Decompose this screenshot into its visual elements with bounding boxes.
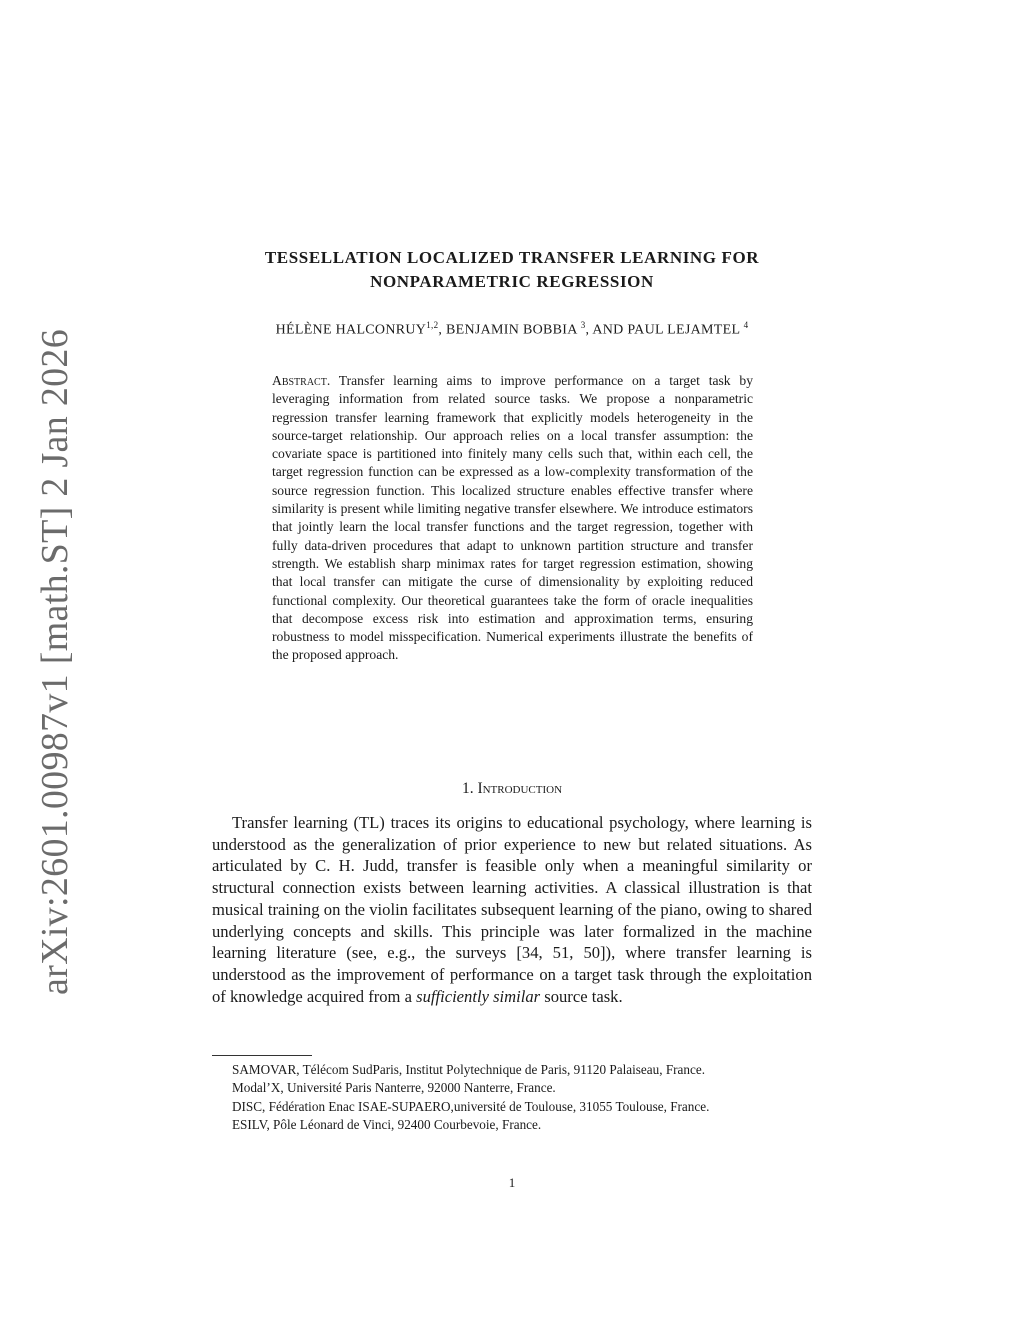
footnote-divider: [212, 1055, 312, 1056]
author-1-affiliation: 1,2: [426, 320, 439, 330]
author-3-affiliation: 4: [743, 320, 749, 330]
section-title: Introduction: [477, 780, 563, 797]
footnote: Modal’X, Université Paris Nanterre, 92000 Nanterre, France.: [232, 1080, 556, 1096]
intro-text: Transfer learning (TL) traces its origins to educational psychology, where learning is understood as the generalization of prior experience to new but related situations. As articulated by C. H. Judd, transfer is feasible only when a meaningful similarity or structural connection exists between learning activities. A classical illustration is that musical training on the violin facilitates subsequent learning of the piano, owing to shared underlying concepts and skills. This principle was later formalized in the machine learning literature (see, e.g., the surveys [34, 51, 50]), where transfer learning is understood as the improvement of performance on a target task through the exploitation of knowledge acquired from a: [212, 813, 812, 1006]
title-line-1: TESSELLATION LOCALIZED TRANSFER LEARNING FOR: [264, 248, 760, 267]
title-line-2: NONPARAMETRIC REGRESSION: [370, 272, 654, 291]
author-1-name: HÉLÈNE HALCONRUY: [275, 322, 427, 338]
arxiv-stamp: arXiv:2601.00987v1 [math.ST] 2 Jan 2026: [34, 328, 76, 996]
abstract-label: Abstract.: [272, 373, 331, 388]
abstract: [272, 372, 753, 665]
intro-emphasis: sufficiently similar: [416, 986, 541, 1006]
author-2-name: BENJAMIN BOBBIA: [445, 322, 577, 338]
footnote: ESILV, Pôle Léonard de Vinci, 92400 Courbevoie, France.: [232, 1117, 542, 1133]
author-3-name: AND PAUL LEJAMTEL: [592, 322, 740, 338]
footnote: SAMOVAR, Télécom SudParis, Institut Polytechnique de Paris, 91120 Palaiseau, France.: [232, 1062, 705, 1077]
page-number: 1: [508, 1175, 516, 1190]
intro-text-end: source task.: [540, 986, 623, 1006]
author-list: HÉLÈNE HALCONRUY$^{1,2}$, BENJAMIN BOBBIA $^3$, AND PAUL LEJAMTEL $^4$: [275, 320, 749, 338]
footnote: DISC, Fédération Enac ISAE-SUPAERO,université de Toulouse, 31055 Toulouse, France.: [232, 1098, 710, 1114]
author-2-affiliation: 3: [580, 320, 586, 330]
abstract-text: Transfer learning aims to improve performance on a target task by leveraging information from related source tasks. We propose a nonparametric regression transfer learning framework that explicitly models heterogeneity in the source-target relationship. Our approach relies on a local transfer assumption: the covariate space is partitioned into finitely many cells such that, within each cell, the target regression function can be expressed as a low-complexity transformation of the source regression function. This localized structure enables effective transfer where similarity is present while limiting negative transfer elsewhere. We introduce estimators that jointly learn the local transfer functions and the target regression, together with fully data-driven procedures that adapt to unknown partition structure and transfer strength. We establish sharp minimax rates for target regression estimation, showing that local transfer can mitigate the curse of dimensionality by exploiting reduced functional complexity. Our theoretical guarantees take the form of oracle inequalities that decompose excess risk into estimation and approximation terms, ensuring robustness to model misspecification. Numerical experiments illustrate the benefits of the proposed approach.: [272, 373, 753, 663]
section-heading: [200, 780, 824, 798]
intro-paragraph: [212, 812, 812, 1007]
footnotes: [212, 1061, 812, 1135]
paper-title: [200, 246, 824, 294]
section-number: 1.: [461, 780, 474, 797]
